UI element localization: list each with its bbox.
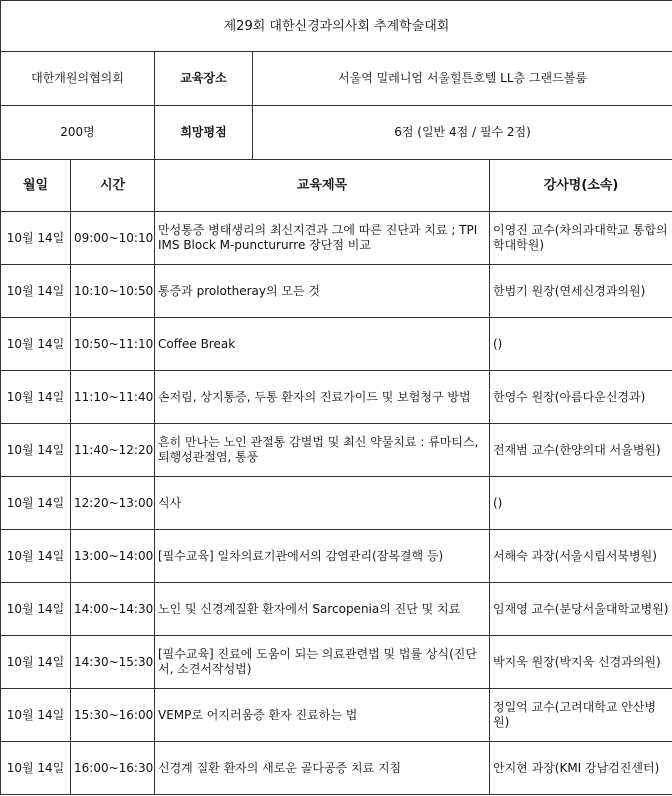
row-lecturer: 이영진 교수(차의과대학교 통합의학대학원) xyxy=(490,212,672,265)
points: 6점 (일반 4점 / 필수 2점) xyxy=(394,125,531,139)
row-time: 11:10~11:40 xyxy=(71,371,155,424)
points-label: 희망평점 xyxy=(155,106,253,159)
row-time: 13:00~14:00 xyxy=(71,530,155,583)
row-date: 10월 14일 xyxy=(1,371,71,424)
column-header-time: 시간 xyxy=(71,160,155,212)
row-time: 09:00~10:10 xyxy=(71,212,155,265)
row-lecturer: 임재영 교수(분당서울대학교병원) xyxy=(490,583,672,636)
row-lecturer: () xyxy=(490,318,672,371)
organizer: 대한개원의협의회 xyxy=(1,52,155,106)
row-topic: 만성통증 병태생리의 최신지견과 그에 따른 진단과 치료 ; TPI IMS Block M-punctururre 장단점 비교 xyxy=(155,212,490,265)
row-lecturer: 서해숙 과장(서울시립서북병원) xyxy=(490,530,672,583)
table-row xyxy=(1,689,672,742)
row-topic: [필수교육] 진료에 도움이 되는 의료관련법 및 법률 상식(진단서, 소견서작성법) xyxy=(155,636,490,689)
row-date: 10월 14일 xyxy=(1,636,71,689)
row-lecturer: 박지욱 원장(박지욱 신경과의원) xyxy=(490,636,672,689)
table-row xyxy=(1,371,672,424)
row-date: 10월 14일 xyxy=(1,530,71,583)
venue: 서울역 밀레니엄 서울힐튼호텔 LL층 그랜드볼룸 xyxy=(338,71,587,85)
row-date: 10월 14일 xyxy=(1,742,71,795)
row-topic: 신경계 질환 환자의 새로운 골다공증 치료 지침 xyxy=(155,742,490,795)
row-time: 10:10~10:50 xyxy=(71,265,155,318)
row-date: 10월 14일 xyxy=(1,583,71,636)
row-lecturer: 정일억 교수(고려대학교 안산병원) xyxy=(490,689,672,742)
row-date: 10월 14일 xyxy=(1,212,71,265)
row-lecturer: 한영수 원장(아름다운신경과) xyxy=(490,371,672,424)
row-lecturer: 한범기 원장(연세신경과의원) xyxy=(490,265,672,318)
row-date: 10월 14일 xyxy=(1,265,71,318)
row-time: 16:00~16:30 xyxy=(71,742,155,795)
table-row xyxy=(1,477,672,530)
row-date: 10월 14일 xyxy=(1,424,71,477)
attendees: 200명 xyxy=(1,106,155,160)
row-topic: 노인 및 신경계질환 환자에서 Sarcopenia의 진단 및 치료 xyxy=(155,583,490,636)
row-lecturer: 전재범 교수(한양의대 서울병원) xyxy=(490,424,672,477)
row-topic: [필수교육] 일차의료기관에서의 감염관리(잠복결핵 등) xyxy=(155,530,490,583)
column-header-lecturer: 강사명(소속) xyxy=(490,160,672,212)
row-topic: 식사 xyxy=(155,477,490,530)
table-row xyxy=(1,742,672,795)
row-lecturer: 안지현 과장(KMI 강남검진센터) xyxy=(490,742,672,795)
table-row xyxy=(1,212,672,265)
row-time: 15:30~16:00 xyxy=(71,689,155,742)
row-topic: 흔히 만나는 노인 관절통 감별법 및 최신 약물치료 : 류마티스, 퇴행성관절염, 통풍 xyxy=(155,424,490,477)
table-row xyxy=(1,530,672,583)
row-topic: 손저림, 상지통증, 두통 환자의 진료가이드 및 보험청구 방법 xyxy=(155,371,490,424)
table-row xyxy=(1,265,672,318)
row-time: 11:40~12:20 xyxy=(71,424,155,477)
row-topic: Coffee Break xyxy=(155,318,490,371)
column-header-topic: 교육제목 xyxy=(155,160,490,212)
row-lecturer: () xyxy=(490,477,672,530)
row-time: 14:00~14:30 xyxy=(71,583,155,636)
row-date: 10월 14일 xyxy=(1,318,71,371)
row-date: 10월 14일 xyxy=(1,477,71,530)
table-row xyxy=(1,424,672,477)
table-row xyxy=(1,636,672,689)
page-title: 제29회 대한신경과의사회 추계학술대회 xyxy=(1,1,672,52)
column-header-date: 월일 xyxy=(1,160,71,212)
table-row xyxy=(1,318,672,371)
table-row xyxy=(1,583,672,636)
venue-label: 교육장소 xyxy=(155,52,253,105)
row-time: 12:20~13:00 xyxy=(71,477,155,530)
row-topic: 통증과 prolotheray의 모든 것 xyxy=(155,265,490,318)
row-topic: VEMP로 어지러움증 환자 진료하는 법 xyxy=(155,689,490,742)
row-time: 14:30~15:30 xyxy=(71,636,155,689)
row-time: 10:50~11:10 xyxy=(71,318,155,371)
row-date: 10월 14일 xyxy=(1,689,71,742)
